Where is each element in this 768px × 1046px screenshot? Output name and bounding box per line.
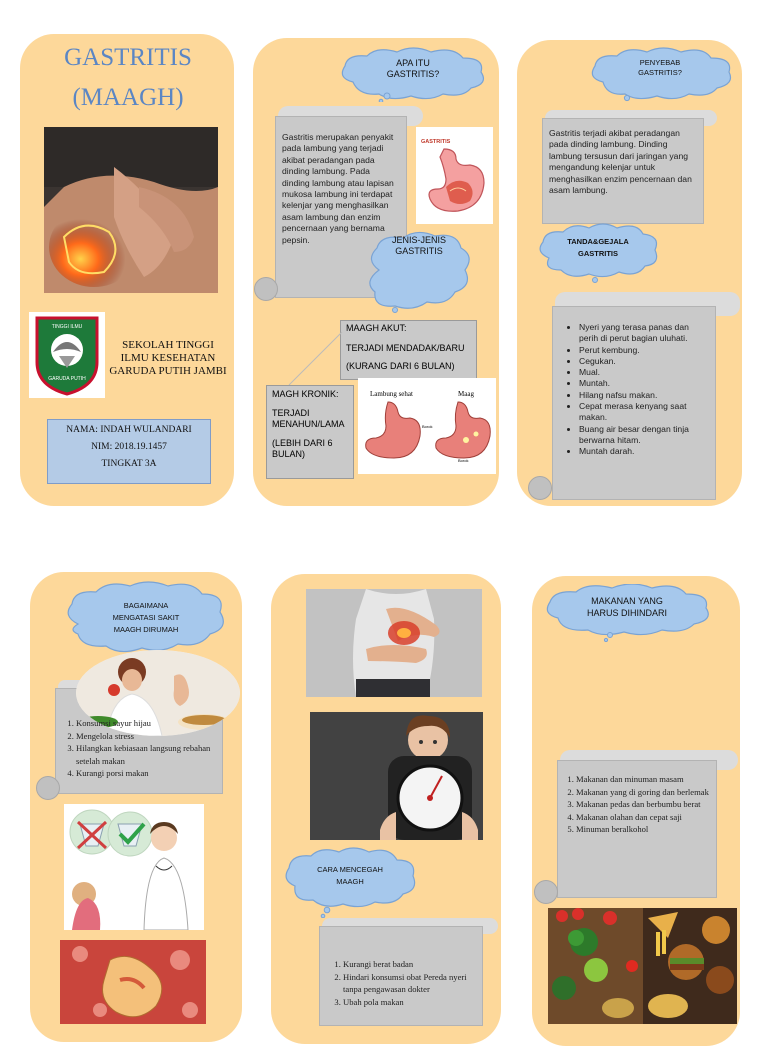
cloud-tanda bbox=[535, 222, 661, 284]
school-name bbox=[104, 339, 232, 378]
scroll-curl-foods bbox=[534, 880, 558, 904]
cloud-mencegah bbox=[281, 846, 419, 918]
akut-line2: TERJADI MENDADAK/BARU bbox=[346, 343, 465, 353]
cloud-makanan-line1: MAKANAN YANG bbox=[591, 596, 663, 606]
scroll-curl-symptoms bbox=[528, 476, 552, 500]
cloud-jenis bbox=[365, 230, 473, 316]
causes-text: Gastritis terjadi akibat peradangan pada dinding lambung. Dinding lambung tersusun dari jaringan yang mengandung kelenjar untuk menghasilkan enzim pencernaan dan asam lambung. bbox=[549, 128, 692, 196]
akut-line1: MAAGH AKUT: bbox=[346, 323, 407, 333]
stomach-bacteria-illustration bbox=[60, 940, 206, 1024]
cloud-tanda-line2: GASTRITIS bbox=[577, 249, 618, 258]
cloud-mengatasi bbox=[62, 580, 230, 660]
woman-stomach-ache-photo bbox=[306, 589, 482, 697]
prevention-list bbox=[325, 958, 480, 1008]
prevention-item: 2. Hindari konsumsi obat Pereda nyeri tanpa pengawasan dokter bbox=[343, 971, 480, 996]
cloud-tanda-line1: TANDA&GEJALA bbox=[567, 237, 629, 246]
symptom-item: • Buang air besar dengan tinja berwarna hitam. bbox=[579, 424, 707, 447]
cloud-penyebab-line1: PENYEBAB bbox=[639, 58, 681, 67]
food-item: 2. Makanan yang di goring dan berlemak bbox=[576, 786, 713, 799]
school-line1: SEKOLAH TINGGI bbox=[122, 339, 214, 351]
cloud-apa-line1: APA ITU bbox=[396, 58, 430, 68]
scroll-curl-definition bbox=[254, 277, 278, 301]
kronik-line1: MAGH KRONIK: bbox=[272, 389, 339, 399]
cloud-penyebab bbox=[585, 46, 735, 104]
cloud-apa-line2: GASTRITIS? bbox=[386, 69, 440, 79]
scroll-curl-treatment bbox=[36, 776, 60, 800]
prevention-item: 1. Kurangi berat badan bbox=[343, 958, 480, 971]
title-line2: (MAAGH) bbox=[72, 84, 184, 111]
healthy-vs-junk-food-photo bbox=[548, 908, 737, 1024]
symptom-item: • Nyeri yang terasa panas dan perih di perut bagian uluhati. bbox=[579, 322, 707, 345]
connector-line bbox=[287, 330, 347, 390]
symptom-item: • Cepat merasa kenyang saat makan. bbox=[579, 401, 707, 424]
cloud-mengatasi-line1: BAGAIMANA bbox=[123, 601, 169, 610]
cloud-mencegah-line1: CARA MENCEGAH bbox=[317, 865, 383, 874]
akut-line3: (KURANG DARI 6 BULAN) bbox=[346, 361, 455, 371]
cloud-jenis-line1: JENIS-JENIS bbox=[391, 235, 446, 245]
foods-list bbox=[558, 773, 713, 836]
kronik-line3: (LEBIH DARI 6 BULAN) bbox=[272, 438, 333, 459]
treatment-list bbox=[58, 717, 223, 780]
cloud-mencegah-line2: MAAGH bbox=[336, 877, 364, 886]
symptom-item: • Mual. bbox=[579, 367, 707, 378]
food-item: 1. Makanan dan minuman masam bbox=[576, 773, 713, 786]
doctor-consultation-illustration bbox=[64, 804, 204, 930]
brochure-title bbox=[30, 38, 226, 118]
cloud-makanan bbox=[540, 584, 714, 642]
cloud-mengatasi-line2: MENGATASI SAKIT bbox=[112, 613, 180, 622]
food-item: 5. Minuman beralkohol bbox=[576, 823, 713, 836]
symptom-item: • Muntah darah. bbox=[579, 446, 707, 457]
school-line2: ILMU KESEHATAN bbox=[120, 352, 216, 364]
cover-stomach-pain-photo bbox=[44, 127, 218, 293]
kronik-line2: TERJADI MENAHUN/LAMA bbox=[272, 408, 345, 429]
food-item: 3. Makanan pedas dan berbumbu berat bbox=[576, 798, 713, 811]
gastritis-image-label: GASTRITIS bbox=[421, 139, 451, 145]
cloud-mengatasi-line3: MAAGH DIRUMAH bbox=[113, 625, 179, 634]
logo-text-top: TINGGI ILMU bbox=[51, 324, 83, 330]
symptom-item: • Hilang nafsu makan. bbox=[579, 390, 707, 401]
maagh-akut-box bbox=[340, 320, 477, 380]
title-line1: GASTRITIS bbox=[64, 44, 192, 71]
symptom-item: • Cegukan. bbox=[579, 356, 707, 367]
diagram-borok-2: Borok bbox=[458, 458, 469, 463]
stomach-comparison-diagram bbox=[358, 378, 496, 474]
definition-text: Gastritis merupakan penyakit pada lambung yang terjadi akibat peradangan pada dinding lambung. Pada dinding lambung atau lapisan mukosa lambung ini terdapat kelenjar yang menghasilkan asam lambung dan enzim pencernaan yang bernama pepsin. bbox=[282, 132, 394, 245]
student-name: NAMA: INDAH WULANDARI bbox=[66, 425, 192, 435]
cloud-penyebab-line2: GASTRITIS? bbox=[638, 68, 682, 77]
treatment-item: 3. Hilangkan kebiasaan langsung rebahan setelah makan bbox=[76, 742, 223, 767]
treatment-item: 2. Mengelola stress bbox=[76, 730, 223, 743]
diagram-borok-1: Borok bbox=[422, 424, 433, 429]
cloud-apa-itu bbox=[335, 44, 491, 102]
symptom-item: • Perut kembung. bbox=[579, 345, 707, 356]
student-info-box bbox=[47, 419, 211, 484]
diagram-left-label: Lambung sehat bbox=[370, 390, 413, 398]
logo-text-bottom: GARUDA PUTIH bbox=[48, 376, 86, 382]
cloud-makanan-line2: HARUS DIHINDARI bbox=[586, 608, 667, 618]
diagram-right-label: Maag bbox=[458, 390, 474, 398]
student-nim: NIM: 2018.19.1457 bbox=[91, 442, 167, 452]
cloud-jenis-line2: GASTRITIS bbox=[395, 246, 443, 256]
treatment-item: 4. Kurangi porsi makan bbox=[76, 767, 223, 780]
school-line3: GARUDA PUTIH JAMBI bbox=[109, 365, 227, 377]
school-logo bbox=[29, 312, 105, 398]
woman-holding-scale-photo bbox=[310, 712, 483, 840]
food-item: 4. Makanan olahan dan cepat saji bbox=[576, 811, 713, 824]
treatment-item: 1. Konsumsi sayur hijau bbox=[76, 717, 223, 730]
symptoms-list bbox=[565, 322, 707, 458]
symptom-item: • Muntah. bbox=[579, 378, 707, 389]
prevention-item: 3. Ubah pola makan bbox=[343, 996, 480, 1009]
student-level: TINGKAT 3A bbox=[101, 459, 157, 469]
maagh-kronik-box bbox=[266, 385, 354, 479]
gastritis-stomach-image bbox=[416, 127, 493, 224]
